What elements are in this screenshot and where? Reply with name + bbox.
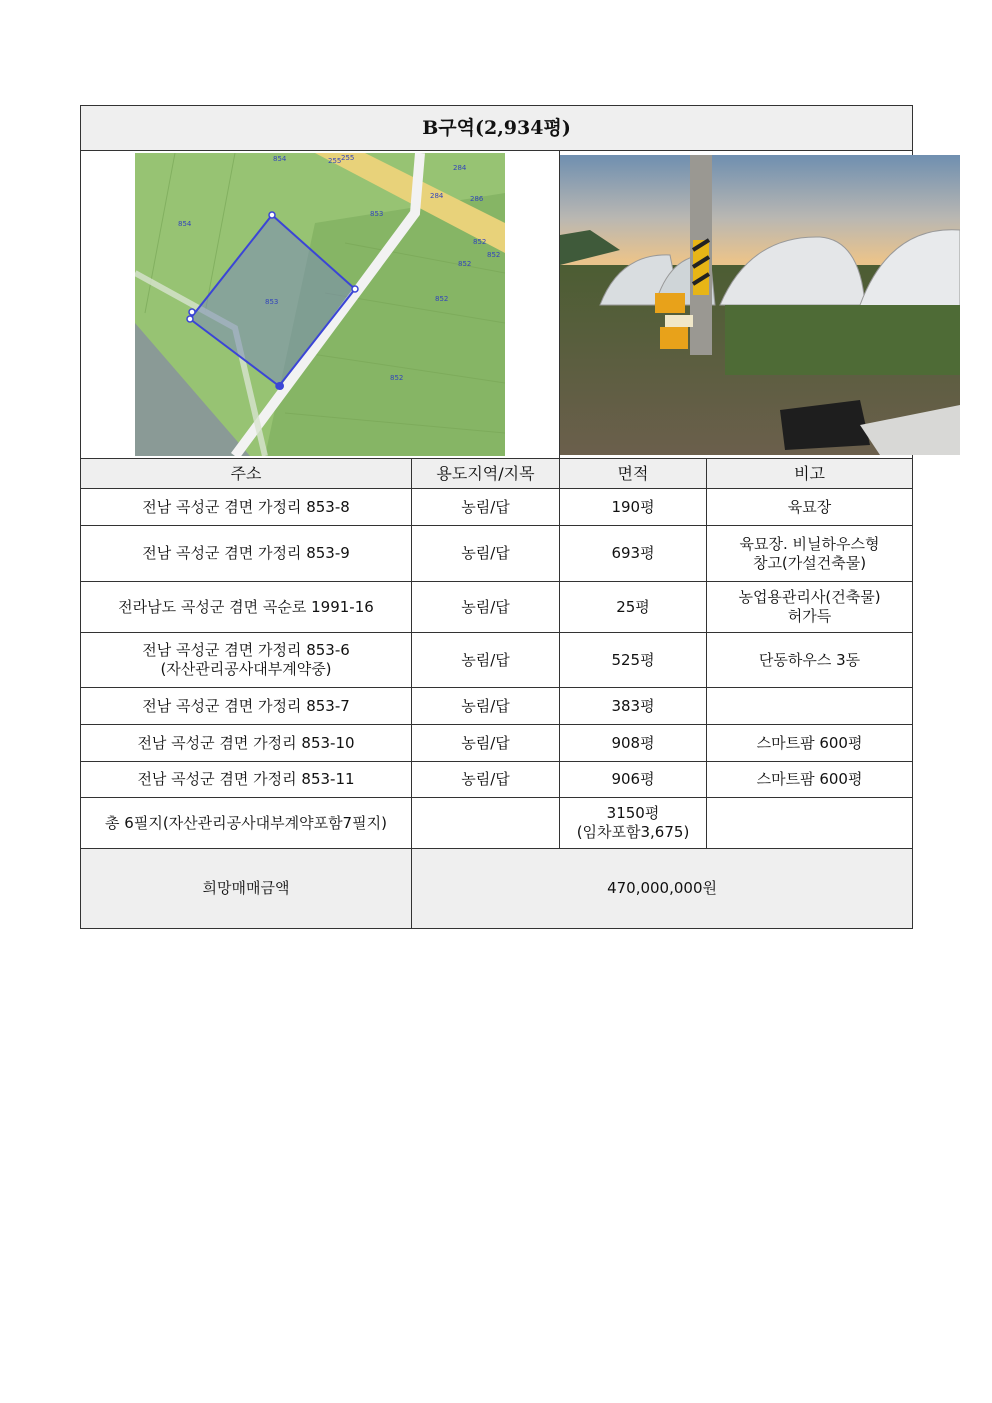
address: 전남 곡성군 겸면 가정리 853-8 [142, 497, 350, 516]
header-area: 면적 [560, 459, 707, 489]
price-value: 470,000,000원 [412, 849, 913, 929]
note: 농업용관리사(건축물) [738, 588, 881, 606]
note: 육묘장 [707, 489, 913, 526]
map-label: 852 [487, 251, 501, 259]
zone: 농림/답 [412, 526, 560, 582]
site-photo [560, 155, 960, 455]
map-label: 255 [341, 154, 355, 162]
map-label: 854 [178, 220, 192, 228]
cadastral-map [135, 153, 505, 456]
total-parcels: 총 6필지(자산관리공사대부계약포함7필지) [105, 813, 387, 832]
address: 전남 곡성군 겸면 가정리 853-7 [142, 696, 350, 715]
map-label: 852 [473, 238, 487, 246]
table-row [81, 762, 913, 798]
area: 190평 [560, 489, 707, 526]
total-row [81, 798, 913, 849]
address: 전남 곡성군 겸면 가정리 853-11 [137, 770, 355, 788]
note: 허가득 [787, 607, 832, 625]
area: 906평 [560, 762, 707, 798]
map-label: 284 [430, 192, 444, 200]
price-label: 희망매매금액 [81, 849, 412, 929]
note [707, 688, 913, 725]
area: 383평 [560, 688, 707, 725]
note: 스마트팜 600평 [707, 762, 913, 798]
price-row [81, 849, 913, 929]
zone: 농림/답 [412, 762, 560, 798]
map-label: 854 [273, 155, 287, 163]
map-label: 286 [470, 195, 484, 203]
total-area: 3150평 [606, 804, 660, 822]
zone: 농림/답 [412, 489, 560, 526]
table-row [81, 526, 913, 582]
note: 육묘장. 비닐하우스형 [739, 534, 880, 553]
header-address: 주소 [81, 459, 412, 489]
table-row [81, 582, 913, 633]
header-note: 비고 [707, 459, 913, 489]
address: 전남 곡성군 겸면 가정리 853-10 [137, 733, 355, 752]
property-table [80, 105, 913, 929]
map-label: 852 [458, 260, 472, 268]
map-label: 255 [328, 157, 342, 165]
sheet-title: B구역(2,934평) [81, 106, 913, 151]
map-label: 853 [265, 298, 279, 306]
zone: 농림/답 [412, 688, 560, 725]
property-sheet [80, 105, 912, 929]
note [707, 798, 913, 849]
zone: 농림/답 [412, 725, 560, 762]
header-zone: 용도지역/지목 [412, 459, 560, 489]
address: 전남 곡성군 겸면 가정리 853-6 [142, 641, 350, 659]
table-row [81, 725, 913, 762]
address: 전남 곡성군 겸면 가정리 853-9 [142, 544, 350, 562]
note: 스마트팜 600평 [707, 725, 913, 762]
zone [412, 798, 560, 849]
table-row [81, 688, 913, 725]
zone: 농림/답 [412, 582, 560, 633]
area: 525평 [560, 633, 707, 688]
table-row [81, 489, 913, 526]
map-label: 852 [435, 295, 449, 303]
photo-cell [560, 151, 913, 459]
map-label: 852 [390, 374, 404, 382]
note: 단동하우스 3동 [707, 633, 913, 688]
map-label: 284 [453, 164, 467, 172]
area: 25평 [560, 582, 707, 633]
map-cell [81, 151, 560, 459]
map-label: 853 [370, 210, 384, 218]
total-area-note: (임차포함3,675) [576, 823, 690, 841]
area: 908평 [560, 725, 707, 762]
address-note: (자산관리공사대부계약중) [160, 660, 332, 678]
area: 693평 [560, 526, 707, 582]
address: 전라남도 곡성군 겸면 곡순로 1991-16 [118, 597, 374, 616]
table-row [81, 633, 913, 688]
zone: 농림/답 [412, 633, 560, 688]
note: 창고(가설건축물) [752, 553, 867, 572]
